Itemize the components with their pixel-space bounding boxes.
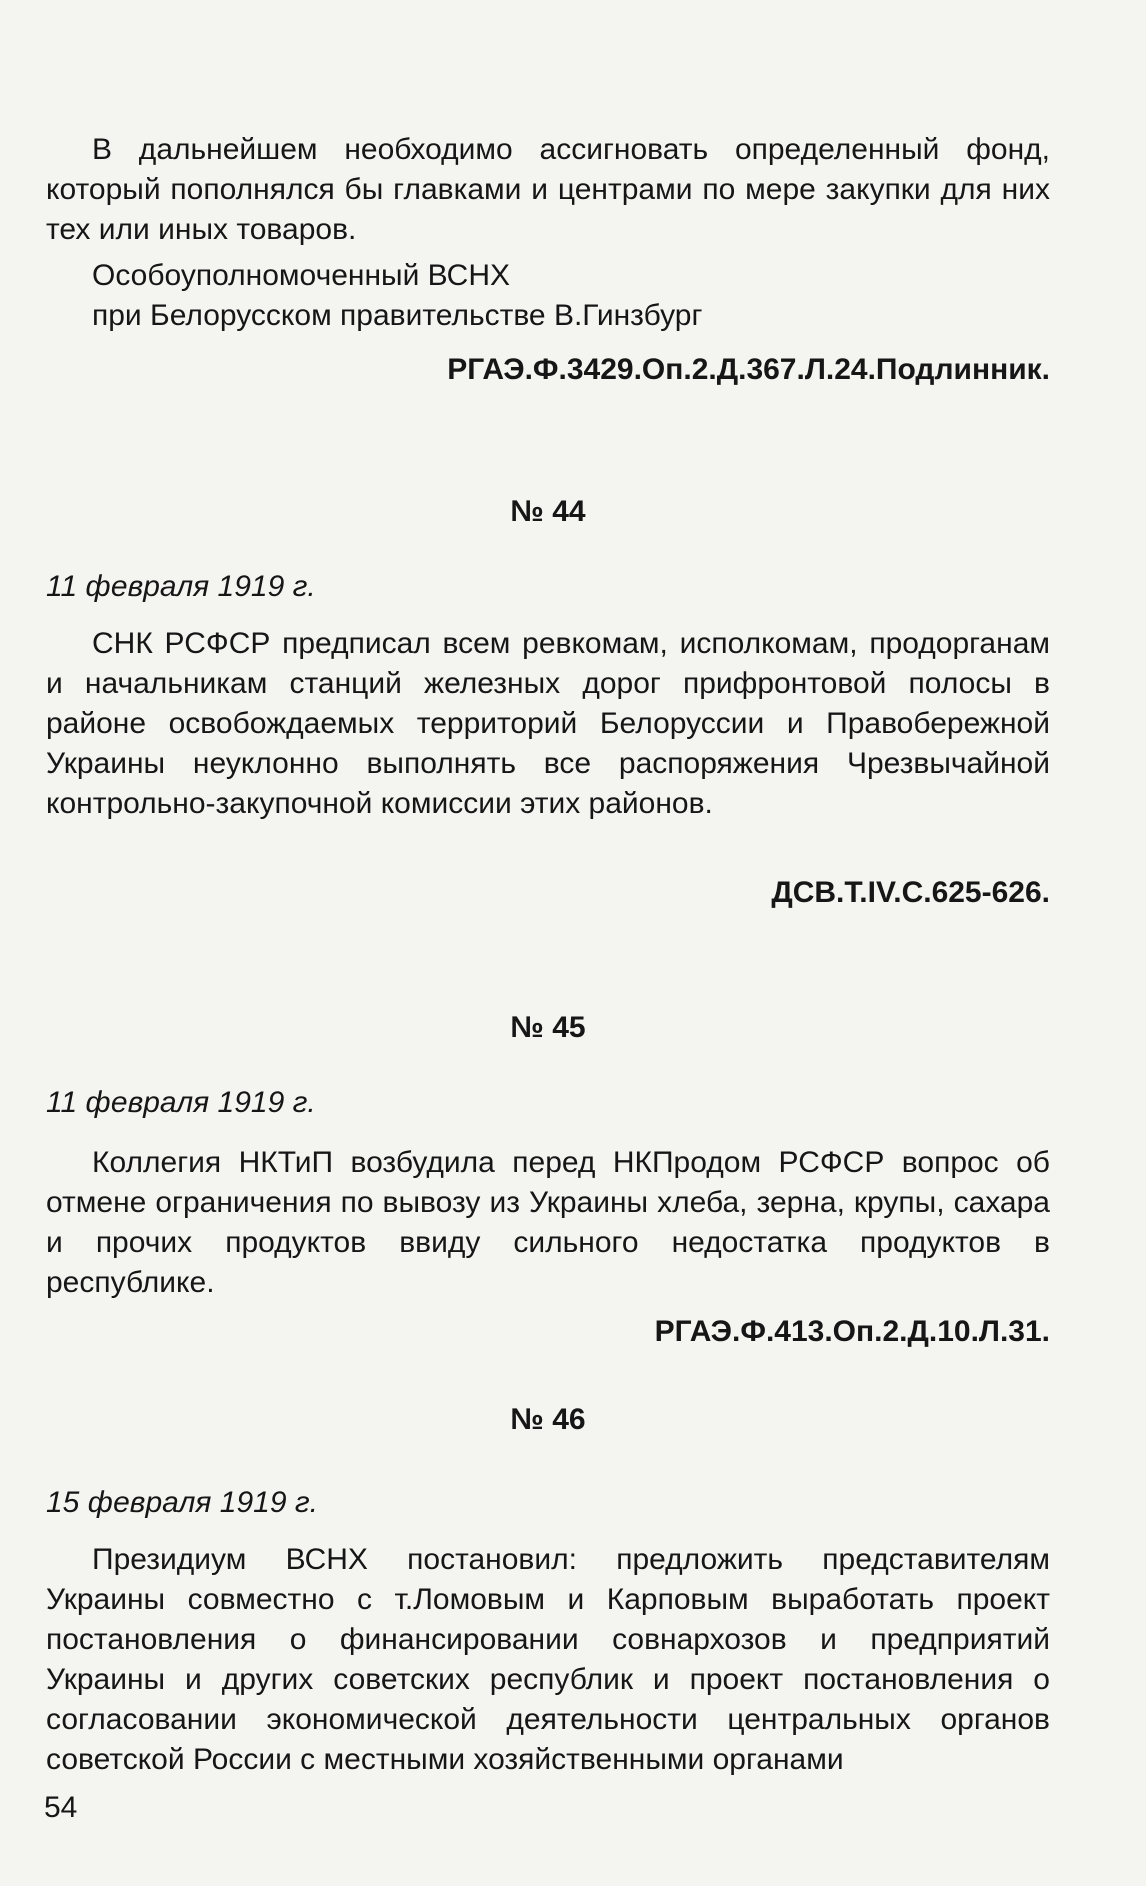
doc-number: № 45 xyxy=(510,1011,586,1044)
doc-date: 11 февраля 1919 г. xyxy=(46,1086,316,1119)
page-number: 54 xyxy=(44,1791,78,1824)
signature-name: при Белорусском правительстве В.Гинзбург xyxy=(92,299,703,332)
doc-text: СНК РСФСР предписал всем ревкомам, исполкомам, продорганам и начальникам станций железных дорог прифронтовой полосы в районе освобождаемых территорий Белоруссии и Правобережной Украины неуклонно выполнять все распоряжения Чрезвычайной контрольно-закупочной комиссии этих районов. xyxy=(46,627,1050,820)
doc-source: ДСВ.Т.IV.С.625-626. xyxy=(771,876,1050,909)
doc-date: 15 февраля 1919 г. xyxy=(46,1486,318,1519)
doc-number: № 44 xyxy=(510,495,586,528)
signature-title: Особоуполномоченный ВСНХ xyxy=(92,259,511,292)
doc-date: 11 февраля 1919 г. xyxy=(46,570,316,603)
doc-text: Коллегия НКТиП возбудила перед НКПродом РСФСР вопрос об отмене ограничения по вывозу из Украины хлеба, зерна, крупы, сахара и прочих продуктов ввиду сильного недостатка продуктов в республике. xyxy=(46,1146,1050,1299)
doc-source: РГАЭ.Ф.413.Оп.2.Д.10.Л.31. xyxy=(654,1315,1050,1348)
intro-section xyxy=(46,130,1050,250)
intro-source: РГАЭ.Ф.3429.Оп.2.Д.367.Л.24.Подлинник. xyxy=(447,353,1050,386)
intro-paragraph: В дальнейшем необходимо ассигновать определенный фонд, который пополнялся бы главками и центрами по мере закупки для них тех или иных товаров. xyxy=(46,133,1050,246)
doc-text: Президиум ВСНХ постановил: предложить представителям Украины совместно с т.Ломовым и Карповым выработать проект постановления о финансировании совнархозов и предприятий Украины и других советских республик и проект постановления о согласовании экономической деятельности центральных органов советской России с местными хозяйственными органами xyxy=(46,1543,1050,1776)
signature-block xyxy=(46,256,1050,336)
doc-number: № 46 xyxy=(510,1403,586,1436)
